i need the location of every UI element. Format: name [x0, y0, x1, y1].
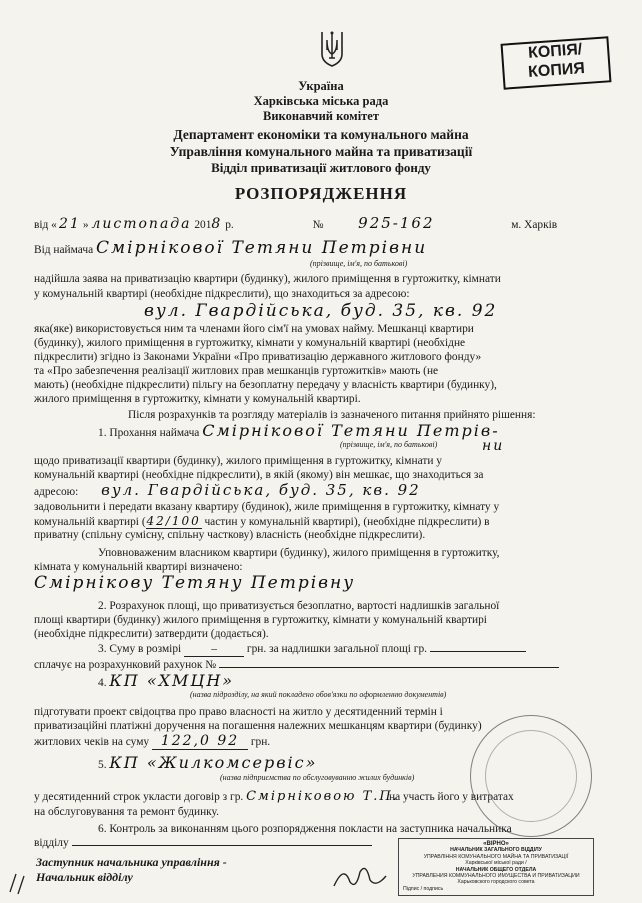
- body-l2: у комунальній квартирі (необхідне підкреслити), що знаходиться за адресою:: [34, 288, 410, 300]
- certification-stamp: [398, 838, 594, 896]
- stamp-l4: Харківської міської ради /: [465, 860, 527, 867]
- body-l29-text: відділу: [34, 837, 69, 849]
- applicant-caption: (прізвище, ім'я, по батькові): [310, 259, 408, 268]
- point4-caption: (назва підрозділу, на який покладено обов'язки по оформленню документів): [190, 690, 447, 699]
- body-l28: 6. Контроль за виконанням цього розпорядження покласти на заступника начальника: [98, 823, 512, 835]
- stamp-l6: УПРАВЛЕНИЯ КОММУНАЛЬНОГО ИМУЩЕСТВА И ПРИВАТИЗАЦИИ: [412, 873, 580, 880]
- point1-label: 1. Прохання наймача: [98, 427, 200, 439]
- body-l21: [34, 642, 609, 657]
- body-l16: Уповноваженим власником квартири (будинку), жилого приміщення в гуртожитку,: [98, 547, 500, 559]
- point4-label: 4.: [98, 677, 107, 689]
- signatory-title-2: Начальник відділу: [36, 870, 133, 884]
- body-l6: та «Про забезпечення реалізації житлових прав мешканців гуртожитків» мають (не: [34, 365, 439, 377]
- applicant-name: Смірнікової Тетяни Петрівни: [96, 236, 576, 260]
- body-l18: 2. Розрахунок площі, що приватизується безоплатно, вартості надлишків загальної: [98, 600, 500, 612]
- address-label-2: адресою:: [34, 486, 79, 498]
- body-l14b: частин у комунальній квартирі), (необхідне підкреслити) в: [201, 516, 490, 528]
- owner-line: [34, 572, 609, 594]
- point5-label: 5.: [98, 759, 107, 771]
- copy-stamp-line2: КОПИЯ: [527, 60, 586, 81]
- stamp-l5: НАЧАЛЬНИК ОБЩЕГО ОТДЕЛА: [455, 866, 537, 873]
- body-l9: Після розрахунків та розгляду матеріалів із зазначеного питання прийнято рішення:: [128, 409, 536, 421]
- stamp-l3: УПРАВЛІННЯ КОМУНАЛЬНОГО МАЙНА ТА ПРИВАТИЗАЦІЇ: [423, 853, 569, 860]
- cheque-sum: 122,0 92: [152, 733, 248, 750]
- year-digit: 8: [211, 216, 223, 232]
- point4-line: [34, 670, 609, 692]
- body-l8: жилого приміщення в гуртожитку, кімнати у комунальній квартирі.: [34, 393, 361, 405]
- stamp-l2: НАЧАЛЬНИК ЗАГАЛЬНОГО ВІДДІЛУ: [450, 847, 542, 854]
- point4-hand: КП «ХМЦН»: [109, 670, 529, 692]
- body-l3: яка(яке) використовується ним та членами його сім'ї на умовах найму. Мешканці квартири: [34, 323, 474, 335]
- body-l26a: у десятиденний строк укласти договір з гр.: [34, 791, 244, 803]
- address-hand-2: вул. Гвардійська, буд. 35, кв. 92: [81, 481, 601, 499]
- deputy-blank: [72, 845, 372, 846]
- header-department: Департамент економіки та комунального майна: [173, 127, 469, 142]
- body-l11: комунальній квартирі (необхідне підкреслити), в якій (якому) він мешкає, що знаходиться за: [34, 469, 484, 481]
- l26-hand: Смірніковою Т.П.: [246, 788, 386, 806]
- round-seal-inner: [485, 730, 577, 822]
- point1-caption: (прізвище, ім'я, по батькові): [340, 440, 438, 449]
- header-country: Україна: [298, 79, 344, 93]
- body-l25b: грн.: [250, 736, 271, 748]
- share-fraction: 42/100: [146, 514, 201, 528]
- body-l25a: житлових чеків на суму: [34, 736, 150, 748]
- date-day: 21: [57, 213, 83, 234]
- amount-dash: –: [184, 642, 244, 657]
- header-division: Відділ приватизації житлового фонду: [211, 160, 431, 175]
- city: м. Харків: [511, 219, 558, 231]
- stamp-l1: «ВІРНО»: [483, 841, 509, 847]
- body-l15: приватну (спільну сумісну, спільну часткову) власність (необхідне підкреслити).: [34, 529, 426, 541]
- body-l10: щодо приватизації квартири (будинку), жилого приміщення в гуртожитку, кімнати у: [34, 455, 442, 467]
- body-l26b: на участь його у витратах: [388, 791, 514, 803]
- body-l13: задовольнити і передати вказану квартиру (будинок), жиле приміщення в гуртожитку, кімнату у: [34, 501, 500, 513]
- point1-name-cont: ни: [482, 438, 505, 454]
- body-l7: мають) (необхідне підкреслити) пільгу на безоплатну передачу у власність квартири (будинку),: [34, 379, 497, 391]
- body-l23: підготувати проект свідоцтва про право власності на житло у десятиденний термін і: [34, 706, 443, 718]
- body-l4: (будинку), жилого приміщення в гуртожитку, кімнати у комунальній квартирі (необхідне: [34, 337, 466, 349]
- body-l1: надійшла заява на приватизацію квартири (будинку), жилого приміщення в гуртожитку, кімнати: [34, 273, 501, 285]
- body-l14: [34, 514, 609, 529]
- header-committee: Виконавчий комітет: [263, 109, 379, 123]
- body-l22-text: сплачує на розрахунковий рахунок №: [34, 659, 217, 671]
- body-l12: [34, 481, 609, 499]
- year-suffix: 201: [194, 219, 212, 231]
- date-month: листопада: [91, 213, 191, 234]
- copy-stamp-line1: КОПІЯ/: [527, 41, 583, 62]
- margin-mark: [6, 870, 30, 896]
- account-blank: [219, 667, 559, 668]
- body-l24: приватизаційні платіжні доручення на погашення належних мешканцям квартири (будинку): [34, 720, 482, 732]
- point1-line: [34, 420, 609, 442]
- signature-mark: [330, 862, 390, 892]
- signatory-title-1: Заступник начальника управління -: [36, 855, 227, 869]
- coat-of-arms-icon: [319, 28, 345, 68]
- round-seal: [470, 715, 592, 837]
- header-directorate: Управління комунального майна та приватизації: [169, 144, 473, 159]
- date-prefix: від «: [34, 219, 57, 231]
- body-l14a: комунальній квартирі (: [34, 516, 146, 528]
- number-label: №: [312, 219, 324, 231]
- stamp-l7: Харьковского городского совета: [457, 879, 535, 886]
- owner-hand: Смірнікову Тетяну Петрівну: [34, 572, 594, 594]
- point5-caption: (назва підприємства по обслуговуванню жилих будинків): [220, 773, 415, 782]
- address-hand: вул. Гвардійська, буд. 35, кв. 92: [34, 301, 609, 321]
- body-l21a: 3. Суму в розмірі: [98, 643, 182, 655]
- address-handwritten: [34, 301, 609, 321]
- stamp-sig: Підпис / подпись: [403, 885, 444, 892]
- document-title: РОЗПОРЯДЖЕННЯ: [234, 184, 408, 203]
- body-l17: кімната у комунальній квартирі визначено:: [34, 561, 243, 573]
- body-l19: площі квартири (будинку) жилого приміщення в гуртожитку, кімнати у комунальній квартирі: [34, 614, 487, 626]
- header-council: Харківська міська рада: [253, 94, 389, 108]
- order-number: 925-162: [326, 212, 466, 234]
- body-l21b: грн. за надлишки загальної площі гр.: [246, 643, 427, 655]
- signatory-block: [36, 855, 227, 885]
- applicant-line: [34, 236, 609, 260]
- amount-blank: [430, 651, 526, 652]
- year-unit: р.: [225, 219, 234, 231]
- body-l20: (необхідне підкреслити) затвердити (додається).: [34, 628, 269, 640]
- body-l5: підкреслити) згідно із Законами України «Про приватизацію державного житлового фонду»: [34, 351, 482, 363]
- point1-name: Смірнікової Тетяни Петрів-: [202, 420, 572, 442]
- point5-hand: КП «Жилкомсервіс»: [109, 752, 409, 774]
- date-line: від « 21 » листопада 2018 р. № 925-162 м. Харків: [34, 212, 609, 234]
- body-l27: на обслуговування та ремонт будинку.: [34, 806, 219, 818]
- applicant-label: Від наймача: [34, 244, 94, 256]
